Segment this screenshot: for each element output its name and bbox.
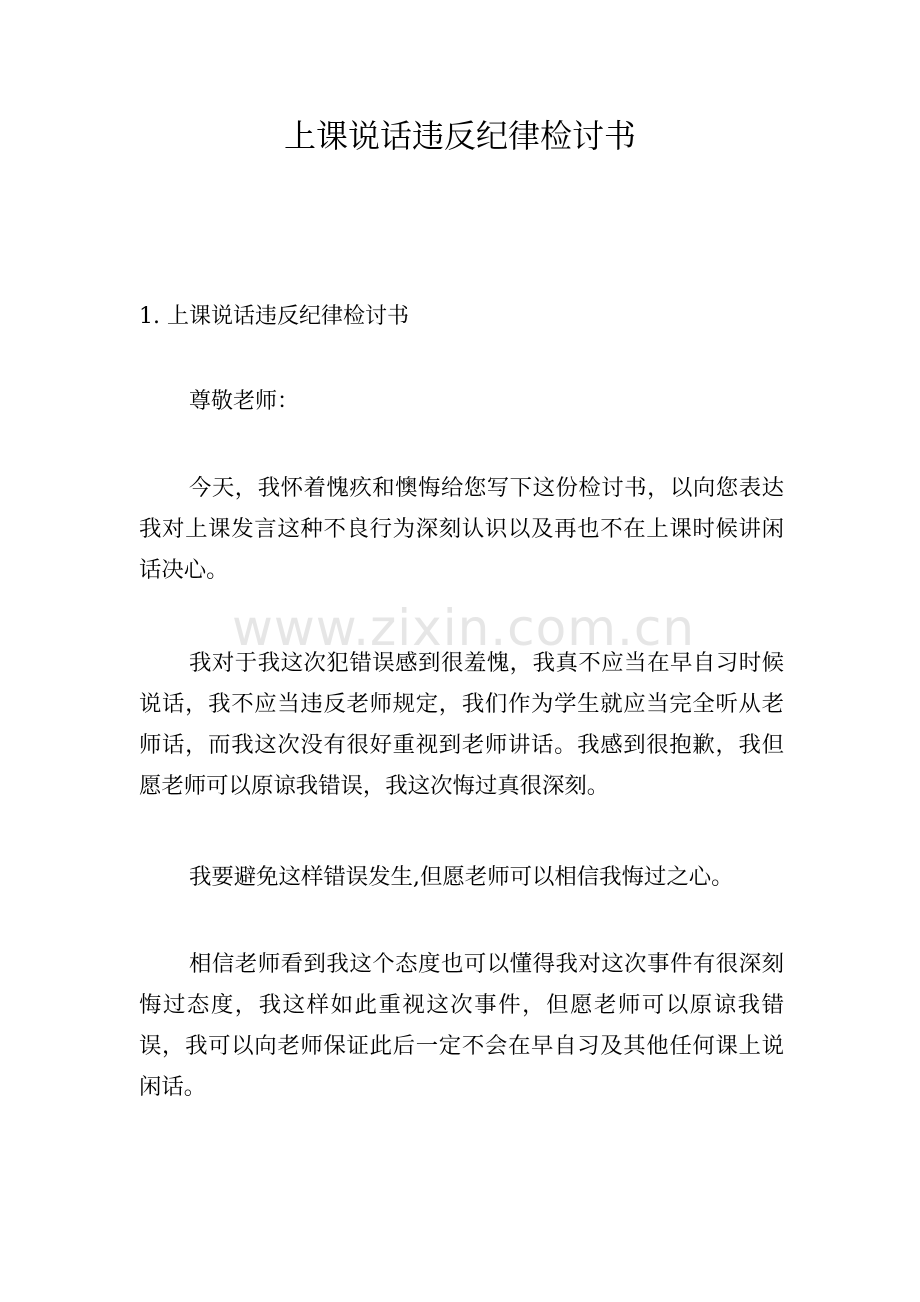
watermark: www.zixin.com.cn <box>232 599 696 657</box>
paragraph: 相信老师看到我这个态度也可以懂得我对这次事件有很深刻悔过态度，我这样如此重视这次事件，但愿老师可以原谅我错误，我可以向老师保证此后一定不会在早自习及其他任何课上说闲话。 <box>139 951 784 1100</box>
document-title: 上课说话违反纪律检讨书 <box>283 117 636 155</box>
salutation: 尊敬老师： <box>189 389 300 414</box>
paragraph: 今天，我怀着愧疚和懊悔给您写下这份检讨书，以向您表达我对上课发言这种不良行为深刻认识以及再也不在上课时候讲闲话决心。 <box>139 475 784 583</box>
paragraph: 我要避免这样错误发生,但愿老师可以相信我悔过之心。 <box>189 864 734 890</box>
paragraph: 我对于我这次犯错误感到很羞愧，我真不应当在早自习时候说话，我不应当违反老师规定，我们作为学生就应当完全听从老师话，而我这次没有很好重视到老师讲话。我感到很抱歉，我但愿老师可以原谅我错误，我这次悔过真很深刻。 <box>139 650 784 799</box>
section-heading: 1. 上课说话违反纪律检讨书 <box>139 304 409 329</box>
